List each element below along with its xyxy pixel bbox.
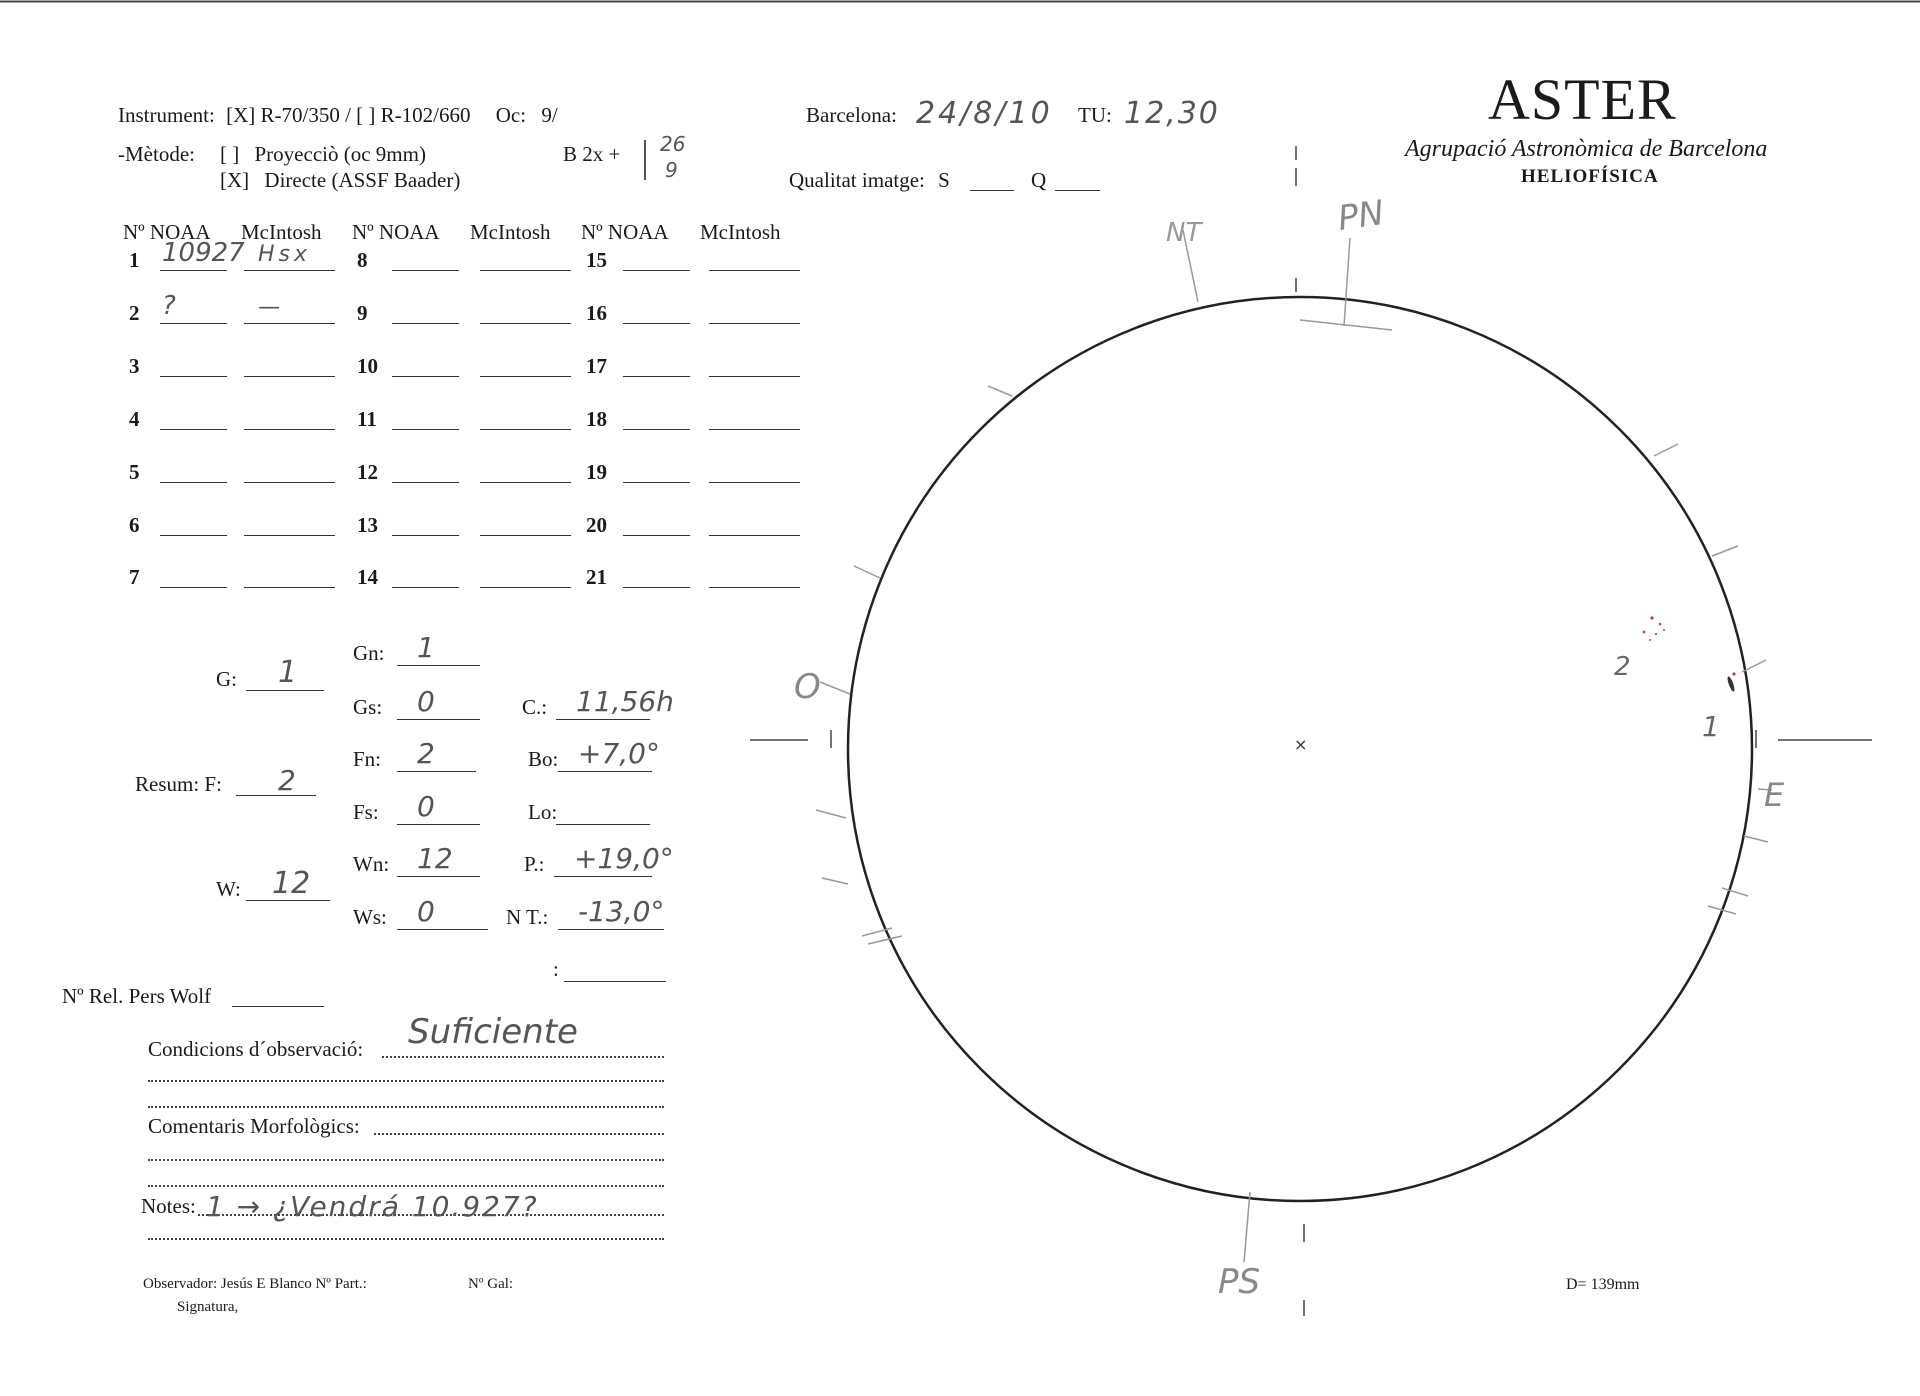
barlow-bottom-value: 9 bbox=[665, 158, 678, 182]
pn-pencil-line bbox=[1344, 238, 1350, 326]
group-number: 15 bbox=[586, 248, 607, 272]
projection-checkbox[interactable]: [ ] bbox=[220, 142, 240, 166]
group-number: 21 bbox=[586, 565, 607, 589]
lo-label: Lo: bbox=[528, 800, 558, 824]
diameter-label: D= 139mm bbox=[1566, 1276, 1640, 1293]
group-number: 1 bbox=[129, 248, 140, 272]
bo-value: +7,0° bbox=[578, 737, 660, 770]
fs-value: 0 bbox=[417, 790, 435, 823]
metode-label: -Mètode: bbox=[118, 142, 195, 166]
spot bbox=[1655, 633, 1657, 635]
w-value: 12 bbox=[272, 866, 311, 901]
west-label: O bbox=[794, 667, 821, 707]
ocular-value: 9/ bbox=[541, 103, 558, 127]
morph-label: Comentaris Morfològics: bbox=[148, 1114, 360, 1138]
col1-header-noaa: Nº NOAA bbox=[123, 220, 211, 244]
col2-header-noaa: Nº NOAA bbox=[352, 220, 440, 244]
group-number: 12 bbox=[357, 460, 378, 484]
tick-7 bbox=[816, 810, 846, 818]
g-label: G: bbox=[216, 667, 237, 691]
brand-subtitle: Agrupació Astronòmica de Barcelona bbox=[1405, 136, 1768, 162]
gn-value: 1 bbox=[417, 631, 435, 664]
signature-label: Signatura, bbox=[177, 1299, 239, 1315]
instrument-option-1-label: R-70/350 / bbox=[260, 103, 351, 127]
pn-label: PN bbox=[1335, 192, 1387, 240]
brand-section: HELIOFÍSICA bbox=[1521, 166, 1659, 187]
tick-3 bbox=[1712, 546, 1738, 556]
group-number: 7 bbox=[129, 565, 140, 589]
fn-label: Fn: bbox=[353, 747, 382, 771]
tick-13 bbox=[1722, 888, 1748, 896]
tick-8 bbox=[822, 878, 848, 884]
projection-label: Proyecciò (oc 9mm) bbox=[254, 142, 426, 166]
spot bbox=[1650, 616, 1653, 619]
barlow-label: B 2x + bbox=[563, 142, 621, 166]
ps-pencil-line bbox=[1244, 1192, 1250, 1262]
direct-checkbox[interactable]: [X] bbox=[220, 168, 250, 192]
tick-4 bbox=[1742, 660, 1766, 672]
wn-label: Wn: bbox=[353, 852, 390, 876]
tick-10 bbox=[868, 936, 902, 944]
date-value: 24/8/10 bbox=[916, 96, 1053, 131]
observer-line: Observador: Jesús E Blanco Nº Part.: bbox=[143, 1276, 367, 1292]
gn-label: Gn: bbox=[353, 641, 385, 665]
conditions-label: Condicions d´observació: bbox=[148, 1037, 364, 1061]
p-value: +19,0° bbox=[574, 842, 674, 875]
noaa-value: 10927 bbox=[162, 238, 245, 268]
ps-label: PS bbox=[1218, 1262, 1261, 1302]
group-number: 6 bbox=[129, 513, 140, 537]
ws-value: 0 bbox=[417, 895, 435, 928]
instrument-label: Instrument: bbox=[118, 103, 215, 127]
fn-value: 2 bbox=[417, 737, 435, 770]
direct-label: Directe (ASSF Baader) bbox=[264, 168, 461, 192]
group-number: 2 bbox=[129, 301, 140, 325]
quality-label: Qualitat imatge: bbox=[789, 168, 925, 192]
notes-label: Notes: bbox=[141, 1194, 196, 1218]
tick-5 bbox=[854, 566, 880, 578]
colon-label: : bbox=[553, 957, 559, 981]
gs-value: 0 bbox=[417, 685, 435, 718]
group-number: 20 bbox=[586, 513, 607, 537]
gal-label: Nº Gal: bbox=[468, 1276, 514, 1292]
pn-pencil-base bbox=[1300, 320, 1392, 330]
conditions-value: Suficiente bbox=[408, 1012, 578, 1052]
instrument-option-1-checkbox[interactable]: [X] bbox=[226, 103, 256, 127]
col3-header-mcintosh: McIntosh bbox=[700, 220, 781, 244]
group-number: 14 bbox=[357, 565, 378, 589]
group-number: 5 bbox=[129, 460, 140, 484]
col3-header-noaa: Nº NOAA bbox=[581, 220, 669, 244]
group-1-label: 1 bbox=[1702, 710, 1720, 743]
nt-label: N T.: bbox=[506, 905, 549, 929]
group-number: 18 bbox=[586, 407, 607, 431]
fs-label: Fs: bbox=[353, 800, 379, 824]
col1-header-mcintosh: McIntosh bbox=[241, 220, 322, 244]
p-label: P.: bbox=[524, 852, 545, 876]
nt-label: NT bbox=[1166, 218, 1202, 248]
group-number: 11 bbox=[357, 407, 377, 431]
tick-6 bbox=[820, 682, 850, 694]
noaa-value: ? bbox=[162, 291, 176, 321]
ocular-label: Oc: bbox=[495, 103, 527, 127]
spot bbox=[1663, 629, 1665, 631]
resum-f-label: Resum: F: bbox=[135, 772, 222, 796]
gs-label: Gs: bbox=[353, 695, 383, 719]
tick-2 bbox=[1654, 444, 1678, 456]
tu-value: 12,30 bbox=[1124, 96, 1220, 131]
group-number: 13 bbox=[357, 513, 378, 537]
east-label: E bbox=[1764, 776, 1785, 814]
brand-title: ASTER bbox=[1488, 67, 1677, 132]
group-number: 16 bbox=[586, 301, 607, 325]
group-number: 8 bbox=[357, 248, 368, 272]
c-label: C.: bbox=[522, 695, 548, 719]
mcintosh-value: — bbox=[258, 295, 284, 320]
group-number: 17 bbox=[586, 354, 607, 378]
disk-center-mark: × bbox=[1294, 735, 1308, 754]
spot-group-1 bbox=[1726, 672, 1736, 692]
spot bbox=[1726, 676, 1736, 693]
wn-value: 12 bbox=[417, 842, 453, 875]
spot bbox=[1643, 631, 1646, 634]
tick-1 bbox=[988, 386, 1012, 396]
instrument-option-2-checkbox[interactable]: [ ] bbox=[356, 103, 376, 127]
barlow-top-value: 26 bbox=[660, 132, 686, 156]
mcintosh-value: Hsx bbox=[258, 242, 312, 267]
notes-value: 1 → ¿Vendrá 10.927? bbox=[206, 1190, 539, 1223]
city-label: Barcelona: bbox=[806, 103, 897, 127]
wolf-label: Nº Rel. Pers Wolf bbox=[62, 984, 212, 1008]
ws-label: Ws: bbox=[353, 905, 387, 929]
quality-q-label: Q bbox=[1031, 168, 1047, 192]
spot bbox=[1732, 672, 1735, 675]
c-value: 11,56h bbox=[576, 685, 674, 718]
instrument-option-2-label: R-102/660 bbox=[380, 103, 471, 127]
group-number: 10 bbox=[357, 354, 378, 378]
bo-label: Bo: bbox=[528, 747, 559, 771]
group-2-label: 2 bbox=[1614, 652, 1631, 682]
f-value: 2 bbox=[278, 764, 296, 797]
spot bbox=[1659, 623, 1662, 626]
nt-value: -13,0° bbox=[578, 895, 665, 928]
tu-label: TU: bbox=[1078, 103, 1112, 127]
tick-11 bbox=[1744, 836, 1768, 842]
spot-group-2 bbox=[1643, 616, 1665, 641]
w-label: W: bbox=[216, 877, 241, 901]
col2-header-mcintosh: McIntosh bbox=[470, 220, 551, 244]
group-number: 3 bbox=[129, 354, 140, 378]
quality-s-label: S bbox=[938, 168, 950, 192]
group-number: 19 bbox=[586, 460, 607, 484]
group-number: 4 bbox=[129, 407, 140, 431]
spot bbox=[1649, 639, 1651, 641]
group-number: 9 bbox=[357, 301, 368, 325]
g-value: 1 bbox=[278, 655, 298, 690]
